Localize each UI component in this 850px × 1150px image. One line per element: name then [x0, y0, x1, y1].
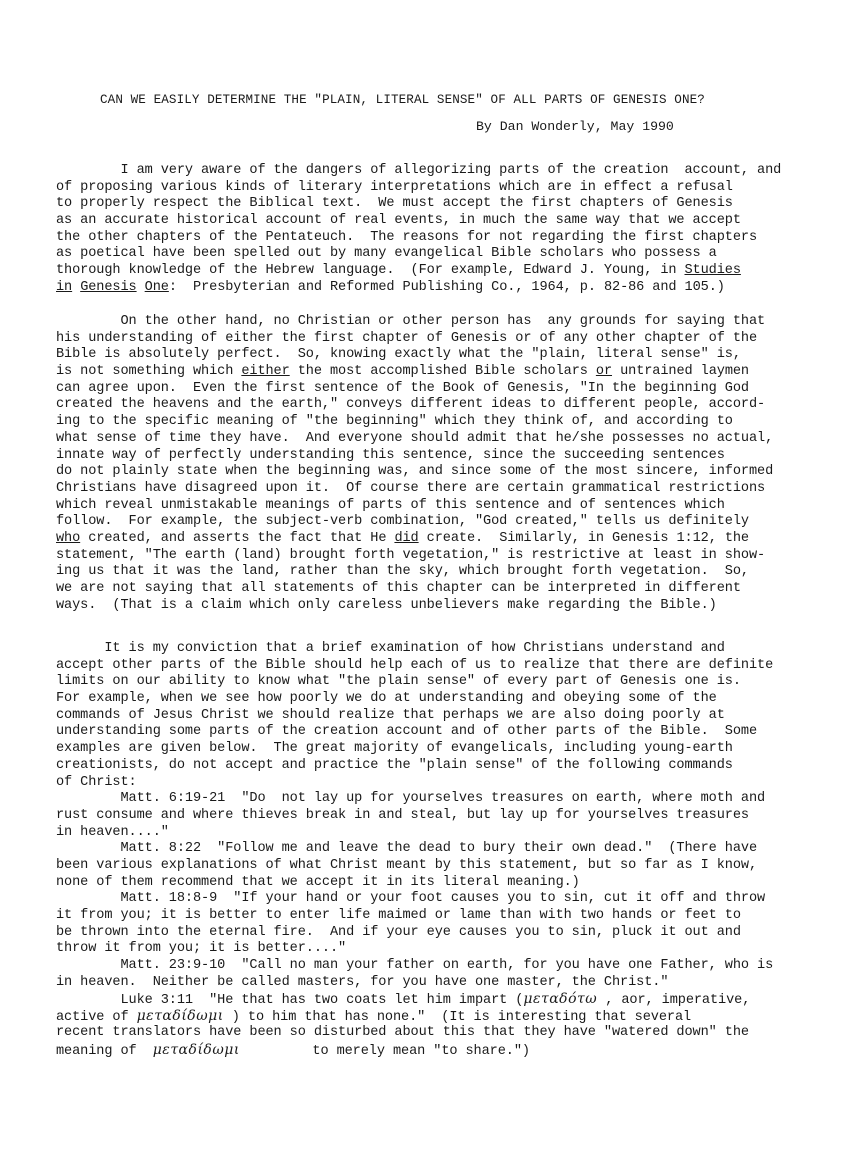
text-line: follow. For example, the subject-verb combination, "God created," tells us definitely — [56, 514, 749, 530]
text-line — [56, 280, 801, 297]
text-line: recent translators have been so disturbed about this that they have "watered down" the — [56, 1024, 749, 1040]
text-run: is not something which — [56, 364, 242, 380]
text-line: Matt. 6:19-21 "Do not lay up for yourselves treasures on earth, where moth and — [56, 791, 766, 807]
text-line: statement, "The earth (land) brought forth vegetation," is restrictive at least in show- — [56, 547, 766, 563]
text-line: It is my conviction that a brief examination of how Christians understand and — [56, 641, 725, 656]
text-line: throw it from you; it is better...." — [56, 941, 347, 957]
greek-word-metadoto: μεταδότω — [523, 991, 598, 1008]
text-run: Luke 3:11 "He that has two coats let him impart ( — [56, 993, 524, 1009]
text-line: Matt. 23:9-10 "Call no man your father on earth, for you have one Father, who is — [56, 958, 774, 974]
text-line: his understanding of either the first chapter of Genesis or of any other chapter of the — [56, 330, 758, 346]
text-line: limits on our ability to know what "the plain sense" of every part of Genesis one is. — [56, 674, 741, 690]
text-line: Christians have disagreed upon it. Of course there are certain grammatical restrictions — [56, 480, 766, 496]
text-line: creationists, do not accept and practice the "plain sense" of the following commands — [56, 757, 733, 773]
text-line: can agree upon. Even the first sentence of the Book of Genesis, "In the beginning God — [56, 380, 749, 396]
text-line: which reveal unmistakable meanings of parts of this sentence and of sentences which — [56, 497, 725, 513]
text-line: of Christ: — [56, 774, 137, 790]
text-run: ) to him that has none." (It is interesting that several — [223, 1010, 692, 1026]
text-run: , aor, imperative, — [597, 993, 751, 1009]
text-run: active of — [56, 1010, 137, 1026]
emphasis-either: either — [241, 364, 290, 380]
text-line: innate way of perfectly understanding this sentence, since the succeeding sentences — [56, 447, 725, 463]
text-line — [56, 364, 801, 381]
text-line: of proposing various kinds of literary interpretations which are in effect a refusal — [56, 179, 733, 195]
text-line: understanding some parts of the creation account and of other parts of the Bible. Some — [56, 724, 758, 740]
text-line — [56, 531, 801, 548]
text-line: what sense of time they have. And everyone should admit that he/she possesses no actual, — [56, 430, 774, 446]
paragraph-3 — [56, 641, 801, 1058]
text-run: : Presbyterian and Reformed Publishing Co., 1964, p. 82-86 and 105.) — [168, 279, 725, 295]
text-line: created the heavens and the earth," conveys different ideas to different people, accord- — [56, 397, 766, 413]
text-line — [56, 1042, 801, 1059]
text-line: accept other parts of the Bible should help each of us to realize that there are definite — [56, 657, 774, 673]
text-line: ways. (That is a claim which only careless unbelievers make regarding the Bible.) — [56, 597, 717, 613]
text-run: to merely mean "to share.") — [239, 1043, 530, 1059]
emphasis-or: or — [595, 364, 613, 380]
book-title-studies: Studies — [684, 263, 741, 279]
text-line: On the other hand, no Christian or other person has any grounds for saying that — [56, 314, 766, 329]
text-line — [56, 991, 801, 1008]
text-line: Matt. 8:22 "Follow me and leave the dead to bury their own dead." (There have — [56, 841, 758, 857]
greek-word-metadidomi: μεταδίδωμι — [152, 1041, 240, 1058]
text-line: Bible is absolutely perfect. So, knowing exactly what the "plain, literal sense" is, — [56, 347, 741, 363]
text-run: create. Similarly, in Genesis 1:12, the — [418, 530, 749, 546]
text-line: as poetical have been spelled out by many evangelical Bible scholars who possess a — [56, 246, 717, 262]
greek-word-metadidomi: μεταδίδωμι — [136, 1008, 224, 1025]
text-run: created, and asserts the fact that He — [80, 530, 395, 546]
text-line: examples are given below. The great majority of evangelicals, including young-earth — [56, 741, 733, 757]
text-line: to properly respect the Biblical text. We must accept the first chapters of Genesis — [56, 196, 733, 212]
text-line — [56, 263, 801, 280]
text-line: it from you; it is better to enter life maimed or lame than with two hands or feet to — [56, 908, 741, 923]
text-line: we are not saying that all statements of this chapter can be interpreted in different — [56, 581, 741, 596]
text-line: ing to the specific meaning of "the beginning" which they think of, and according to — [56, 414, 733, 430]
book-title-one: One — [144, 279, 169, 295]
text-line: been various explanations of what Christ meant by this statement, but so far as I know, — [56, 857, 758, 873]
text-run: thorough knowledge of the Hebrew language. (For example, Edward J. Young, in — [56, 263, 685, 279]
book-title-in: in — [56, 279, 73, 295]
text-line: ing us that it was the land, rather than the sky, which brought forth vegetation. So, — [56, 564, 749, 580]
emphasis-did: did — [394, 530, 419, 546]
text-line: commands of Jesus Christ we should realize that perhaps we are also doing poorly at — [56, 707, 725, 723]
emphasis-who: who — [56, 530, 81, 546]
text-line: the other chapters of the Pentateuch. The reasons for not regarding the first chapters — [56, 229, 758, 245]
paragraph-1 — [56, 163, 801, 297]
text-run: untrained laymen — [612, 364, 749, 380]
text-line: For example, when we see how poorly we do at understanding and obeying some of the — [56, 691, 717, 707]
text-run: the most accomplished Bible scholars — [289, 364, 596, 380]
book-title-genesis: Genesis — [80, 279, 137, 295]
text-line: be thrown into the eternal fire. And if your eye causes you to sin, pluck it out and — [56, 924, 741, 940]
text-line: rust consume and where thieves break in and steal, but lay up for yourselves treasures — [56, 807, 749, 823]
text-line — [56, 1008, 801, 1025]
text-line: Matt. 18:8-9 "If your hand or your foot causes you to sin, cut it off and throw — [56, 891, 766, 907]
text-line: do not plainly state when the beginning was, and since some of the most sincere, informed — [56, 464, 774, 480]
text-line: as an accurate historical account of real events, in much the same way that we accept — [56, 213, 741, 229]
text-run: meaning of — [56, 1043, 153, 1059]
text-line: I am very aware of the dangers of allegorizing parts of the creation account, and — [56, 163, 782, 178]
text-line: none of them recommend that we accept it in its literal meaning.) — [56, 874, 580, 890]
text-line: in heaven...." — [56, 824, 169, 840]
text-line: in heaven. Neither be called masters, for you have one master, the Christ." — [56, 974, 669, 990]
author-byline: By Dan Wonderly, May 1990 — [476, 119, 674, 134]
document-title: CAN WE EASILY DETERMINE THE "PLAIN, LITERAL SENSE" OF ALL PARTS OF GENESIS ONE? — [100, 93, 705, 107]
paragraph-2 — [56, 314, 801, 614]
